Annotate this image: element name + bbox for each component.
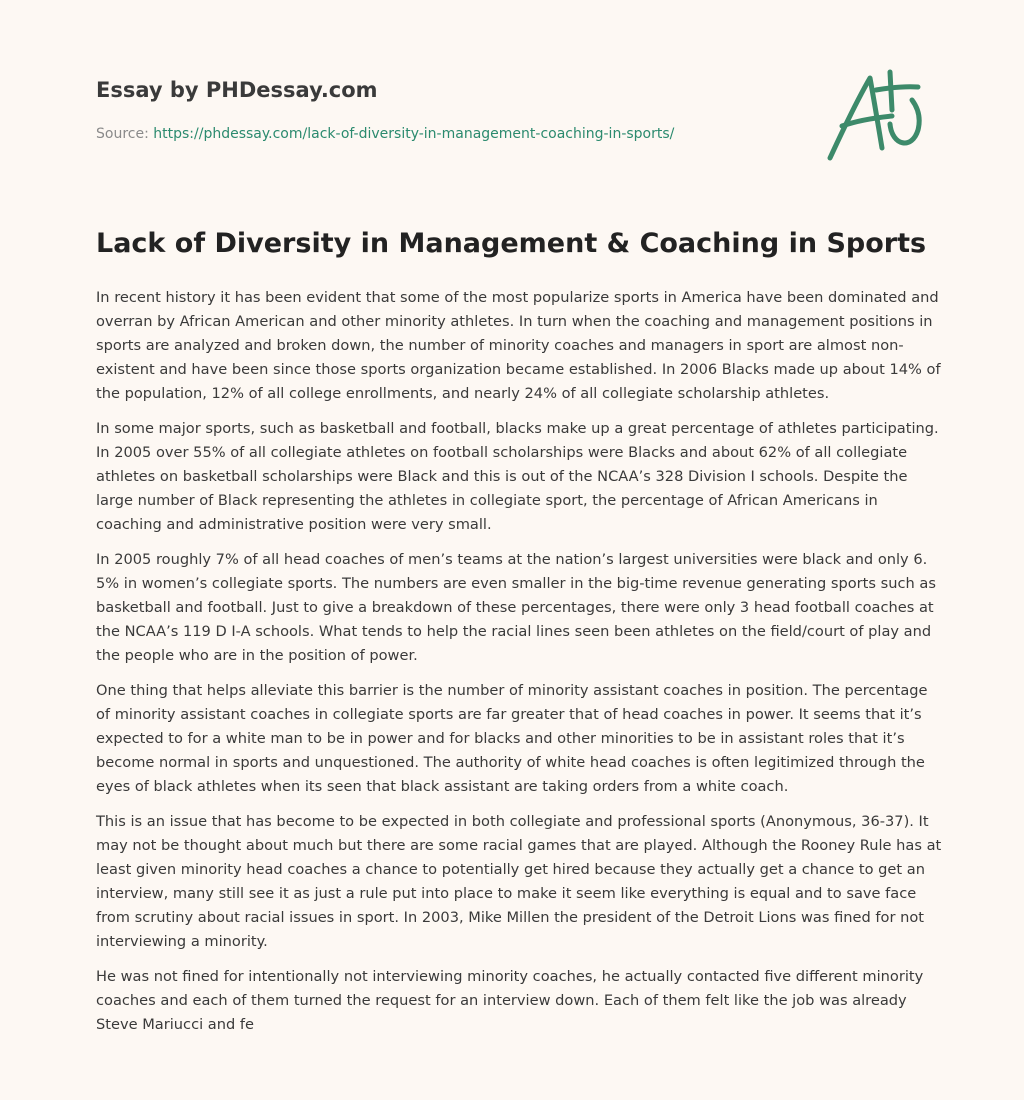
essay-header (96, 76, 796, 144)
paragraph: One thing that helps alleviate this barrier is the number of minority assistant coaches in position. The percentage of minority assistant coaches in collegiate sports are far greater that of head coaches in power. It seems that it’s expected to for a white man to be in power and for blacks and other minorities to be in assistant roles that it’s become normal in sports and unquestioned. The authority of white head coaches is often legitimized through the eyes of black athletes when its seen that black assistant are taking orders from a white coach. (96, 682, 928, 795)
paragraph: He was not fined for intentionally not interviewing minority coaches, he actually contacted five different minority coaches and each of them turned the request for an interview down. Each of them felt like the job was already Steve Mariucci and fe (96, 968, 924, 1033)
paragraph: In some major sports, such as basketball and football, blacks make up a great percentage of athletes participating. In 2005 over 55% of all collegiate athletes on football scholarships were Blacks and about 62% of all collegiate athletes on basketball scholarships were Black and this is out of the NCAA’s 328 Division I schools. Despite the large number of Black representing the athletes in collegiate sport, the percentage of African Americans in coaching and administrative position were very small. (96, 420, 939, 533)
site-brand: Essay by PHDessay.com (96, 78, 378, 102)
essay-body (96, 286, 946, 1048)
paragraph: In recent history it has been evident that some of the most popularize sports in America have been dominated and overran by African American and other minority athletes. In turn when the coaching and management positions in sports are analyzed and broken down, the number of minority coaches and managers in sport are almost non-existent and have been since those sports organization became established. In 2006 Blacks made up about 14% of the population, 12% of all college enrollments, and nearly 24% of all collegiate scholarship athletes. (96, 289, 941, 402)
paragraph: This is an issue that has become to be expected in both collegiate and professional sports (Anonymous, 36-37). It may not be thought about much but there are some racial games that are played. Although the Rooney Rule has at least given minority head coaches a chance to potentially get hired because they actually get a chance to get an interview, many still see it as just a rule put into place to make it seem like everything is equal and to save face from scrutiny about racial issues in sport. In 2003, Mike Millen the president of the Detroit Lions was fined for not interviewing a minority. (96, 813, 942, 950)
essay-title: Lack of Diversity in Management & Coaching in Sports (96, 228, 927, 259)
source-label: Source: (96, 126, 149, 142)
source-link[interactable]: https://phdessay.com/lack-of-diversity-in-management-coaching-in-sports/ (153, 126, 675, 142)
paragraph: In 2005 roughly 7% of all head coaches of men’s teams at the nation’s largest universities were black and only 6. 5% in women’s collegiate sports. The numbers are even smaller in the big-time revenue generating sports such as basketball and football. Just to give a breakdown of these percentages, there were only 3 head football coaches at the NCAA’s 119 D I-A schools. What tends to help the racial lines seen been athletes on the field/court of play and the people who are in the position of power. (96, 551, 936, 664)
a-plus-logo-icon (820, 66, 930, 166)
source-line (96, 124, 796, 144)
